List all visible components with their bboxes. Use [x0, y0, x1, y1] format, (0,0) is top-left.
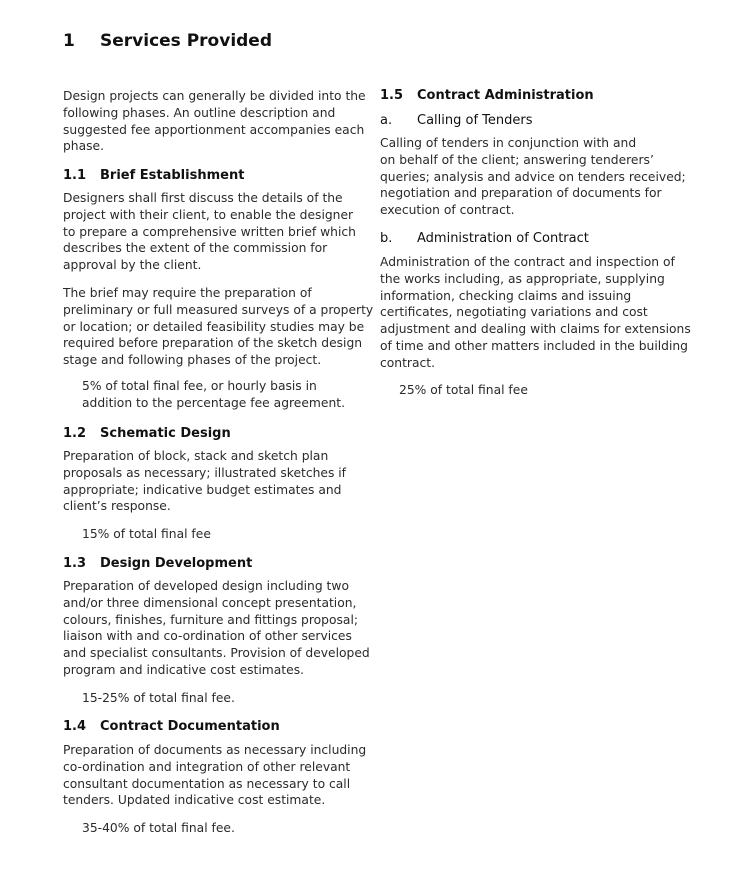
text-line: client’s response. — [63, 499, 171, 514]
text-line: following phases. An outline description and — [63, 105, 336, 120]
subsection-title: Contract Documentation — [100, 719, 280, 734]
item-title: Administration of Contract — [417, 231, 589, 246]
subsection-title: Design Development — [100, 556, 253, 571]
text-line: queries; analysis and advice on tenders received; — [380, 169, 686, 184]
item-heading-a — [380, 113, 533, 128]
subsection-heading-1-5 — [380, 88, 594, 103]
text-line: Calling of tenders in conjunction with and — [380, 136, 637, 150]
text-line: and specialist consultants. Provision of developed — [63, 646, 370, 661]
text-line: execution of contract. — [380, 203, 515, 218]
text-line: certificates, negotiating variations and cost — [380, 305, 648, 320]
text-line: 35-40% of total final fee. — [82, 821, 235, 835]
text-line: 15% of total final fee — [82, 527, 211, 541]
text-line: Designers shall first discuss the details of the — [63, 191, 343, 205]
text-line: The brief may require the preparation of — [63, 286, 312, 300]
design-development-paragraph — [63, 578, 370, 679]
text-line: liaison with and co-ordination of other services — [63, 629, 352, 644]
subsection-number: 1.5 — [380, 88, 404, 103]
text-line: appropriate; indicative budget estimates and — [63, 482, 342, 497]
text-line: of time and other matters included in the building — [380, 338, 688, 353]
text-line: proposals as necessary; illustrated sketches if — [63, 465, 347, 480]
item-title: Calling of Tenders — [417, 113, 533, 128]
text-line: required before preparation of the sketch design — [63, 336, 363, 351]
administration-of-contract-paragraph — [380, 254, 691, 372]
text-line: negotiation and preparation of documents for — [380, 186, 662, 201]
subsection-heading-1-2 — [63, 426, 231, 441]
text-line: phase. — [63, 139, 105, 154]
text-line: co-ordination and integration of other relevant — [63, 759, 351, 774]
text-line: Design projects can generally be divided into the — [63, 89, 366, 103]
fee-note-1-5 — [399, 382, 528, 399]
item-heading-b — [380, 231, 589, 246]
text-line: Preparation of documents as necessary including — [63, 743, 367, 757]
fee-note-1-3 — [82, 690, 235, 707]
subsection-title: Contract Administration — [417, 88, 594, 103]
fee-note-1-2 — [82, 526, 211, 543]
text-line: 5% of total final fee, or hourly basis in — [82, 379, 317, 393]
text-line: stage and following phases of the project. — [63, 353, 322, 368]
text-line: addition to the percentage fee agreement. — [82, 396, 345, 411]
text-line: approval by the client. — [63, 258, 202, 273]
section-title: Services Provided — [100, 31, 273, 51]
text-line: project with their client, to enable the designer — [63, 207, 354, 222]
item-letter: b. — [380, 231, 393, 246]
text-line: on behalf of the client; answering tenderers’ — [380, 152, 654, 167]
text-line: Administration of the contract and inspection of — [380, 255, 675, 269]
item-letter: a. — [380, 113, 393, 128]
text-line: and/or three dimensional concept presentation, — [63, 595, 357, 610]
subsection-heading-1-3 — [63, 556, 252, 571]
subsection-number: 1.1 — [63, 168, 87, 183]
text-line: 25% of total final fee — [399, 383, 528, 397]
calling-of-tenders-paragraph — [380, 135, 686, 219]
fee-note-1-1 — [82, 378, 345, 412]
brief-paragraph-2 — [63, 285, 373, 369]
text-line: the works including, as appropriate, supplying — [380, 271, 665, 286]
section-heading — [63, 31, 272, 51]
subsection-number: 1.3 — [63, 556, 87, 571]
contract-documentation-paragraph — [63, 742, 366, 809]
subsection-title: Brief Establishment — [100, 168, 245, 183]
text-line: preliminary or full measured surveys of a property — [63, 302, 374, 317]
text-line: 15-25% of total final fee. — [82, 691, 235, 705]
text-line: describes the extent of the commission for — [63, 241, 328, 256]
text-line: tenders. Updated indicative cost estimate. — [63, 793, 326, 808]
brief-paragraph-1 — [63, 190, 356, 274]
schematic-paragraph — [63, 448, 346, 515]
text-line: or location; or detailed feasibility studies may be — [63, 319, 365, 334]
text-line: Preparation of developed design including two — [63, 579, 349, 593]
text-line: information, checking claims and issuing — [380, 288, 632, 303]
subsection-number: 1.2 — [63, 426, 87, 441]
text-line: suggested fee apportionment accompanies each — [63, 122, 365, 137]
subsection-heading-1-1 — [63, 168, 244, 183]
text-line: contract. — [380, 355, 435, 370]
subsection-title: Schematic Design — [100, 426, 231, 441]
subsection-heading-1-4 — [63, 719, 280, 734]
section-number: 1 — [63, 31, 75, 51]
text-line: adjustment and dealing with claims for extensions — [380, 322, 691, 337]
text-line: Preparation of block, stack and sketch plan — [63, 449, 329, 463]
text-line: to prepare a comprehensive written brief which — [63, 224, 356, 239]
fee-note-1-4 — [82, 820, 235, 837]
text-line: consultant documentation as necessary to call — [63, 776, 351, 791]
text-line: colours, finishes, furniture and fittings proposal; — [63, 612, 358, 627]
intro-paragraph — [63, 88, 366, 155]
subsection-number: 1.4 — [63, 719, 87, 734]
text-line: program and indicative cost estimates. — [63, 662, 305, 677]
